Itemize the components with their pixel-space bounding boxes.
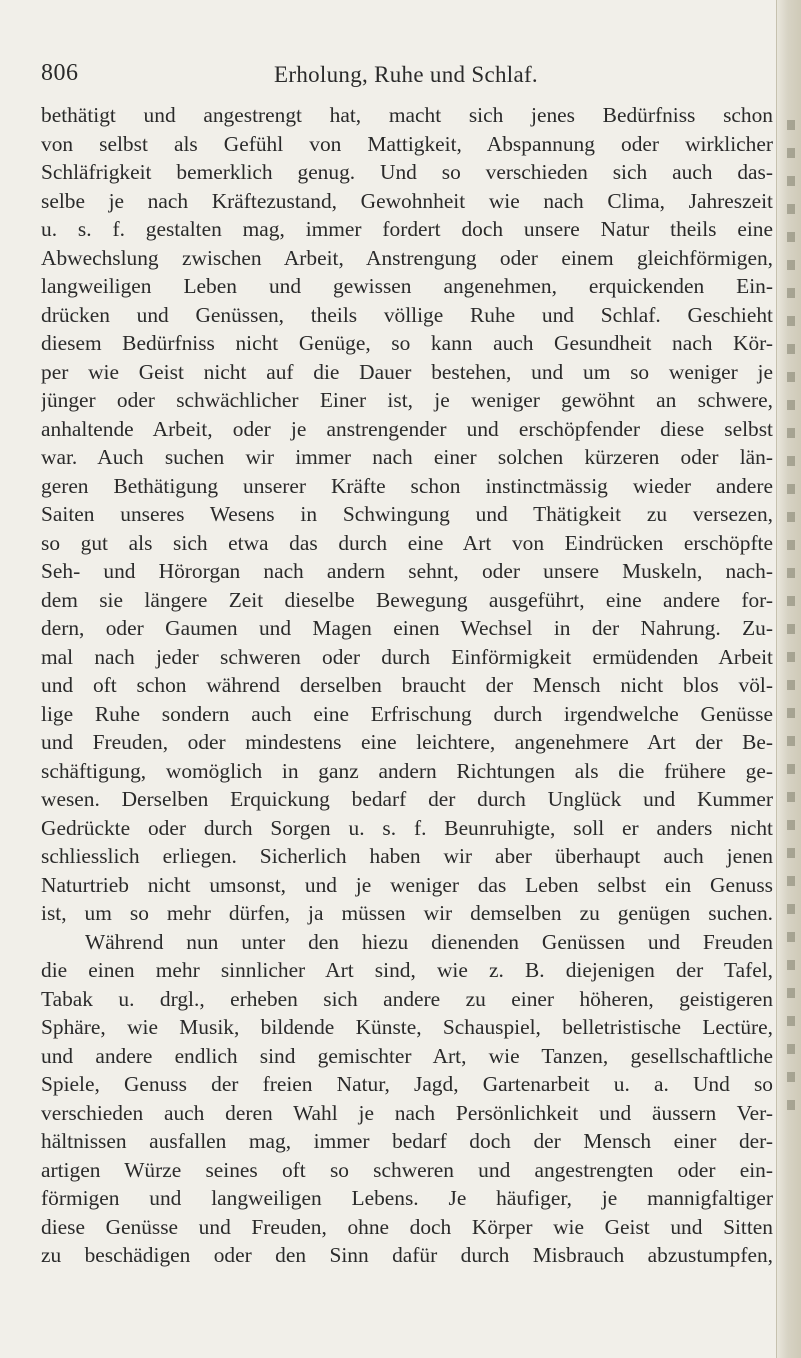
text-line: schäftigung, womöglich in ganz andern Richtungen als die frühere ge- [41,758,773,783]
text-line: lige Ruhe sondern auch eine Erfrischung durch irgendwelche Genüsse [41,701,773,726]
text-line: Seh- und Hörorgan nach andern sehnt, oder unsere Muskeln, nach- [41,559,773,583]
text-line: und andere endlich sind gemischter Art, wie Tanzen, gesellschaftliche [41,1043,773,1068]
text-line: selbe je nach Kräftezustand, Gewohnheit wie nach Clima, Jahreszeit [41,188,773,213]
page-header [41,60,771,90]
text-line: ist, um so mehr dürfen, ja müssen wir demselben zu genügen suchen. [41,901,773,925]
text-line: artigen Würze seines oft so schweren und angestrengten oder ein- [41,1157,773,1182]
body-text [41,101,773,1270]
paragraph-first-line: Während nun unter den hiezu dienenden Genüssen und Freuden [85,929,773,954]
text-line: diese Genüsse und Freuden, ohne doch Körper wie Geist und Sitten [41,1214,773,1239]
text-line: zu beschädigen oder den Sinn dafür durch Misbrauch abzustumpfen, [41,1243,773,1267]
text-line: Naturtrieb nicht umsonst, und je weniger das Leben selbst ein Genuss [41,872,773,897]
text-line: geren Bethätigung unserer Kräfte schon instinctmässig wieder andere [41,473,773,498]
text-line: und oft schon während derselben braucht der Mensch nicht blos völ- [41,673,773,697]
text-line: von selbst als Gefühl von Mattigkeit, Abspannung oder wirklicher [41,131,773,156]
text-line: Abwechslung zwischen Arbeit, Anstrengung oder einem gleichförmigen, [41,245,773,270]
text-line: so gut als sich etwa das durch eine Art von Eindrücken erschöpfte [41,530,773,555]
text-line: jünger oder schwächlicher Einer ist, je weniger gewöhnt an schwere, [41,388,773,412]
text-line: per wie Geist nicht auf die Dauer bestehen, und um so weniger je [41,359,773,384]
adjacent-page-text-marks [787,120,795,1120]
text-line: war. Auch suchen wir immer nach einer solchen kürzeren oder län- [41,445,773,469]
text-line: dern, oder Gaumen und Magen einen Wechsel in der Nahrung. Zu- [41,616,773,640]
text-line: die einen mehr sinnlicher Art sind, wie z. B. diejenigen der Tafel, [41,958,773,982]
running-head: Erholung, Ruhe und Schlaf. [274,62,538,87]
page-number: 806 [41,60,79,86]
text-line: mal nach jeder schweren oder durch Einförmigkeit ermüdenden Arbeit [41,644,773,669]
text-line: Schläfrigkeit bemerklich genug. Und so verschieden sich auch das- [41,160,773,184]
text-line: Spiele, Genuss der freien Natur, Jagd, Gartenarbeit u. a. Und so [41,1072,773,1096]
text-line: wesen. Derselben Erquickung bedarf der durch Unglück und Kummer [41,787,773,811]
text-line: diesem Bedürfniss nicht Genüge, so kann auch Gesundheit nach Kör- [41,331,773,355]
page-edge-shadow [776,0,801,1358]
text-line: Saiten unseres Wesens in Schwingung und Thätigkeit zu versezen, [41,502,773,526]
text-line: bethätigt und angestrengt hat, macht sich jenes Bedürfniss schon [41,103,773,127]
text-line: dem sie längere Zeit dieselbe Bewegung ausgeführt, eine andere for- [41,587,773,612]
text-line: Sphäre, wie Musik, bildende Künste, Schauspiel, belletristische Lectüre, [41,1015,773,1039]
text-line: und Freuden, oder mindestens eine leichtere, angenehmere Art der Be- [41,730,773,754]
text-line: verschieden auch deren Wahl je nach Persönlichkeit und äussern Ver- [41,1100,773,1125]
text-line: förmigen und langweiligen Lebens. Je häufiger, je mannigfaltiger [41,1186,773,1210]
text-line: Tabak u. drgl., erheben sich andere zu einer höheren, geistigeren [41,986,773,1011]
text-line: langweiligen Leben und gewissen angenehmen, erquickenden Ein- [41,274,773,298]
text-line: hältnissen ausfallen mag, immer bedarf doch der Mensch einer der- [41,1129,773,1153]
text-line: anhaltende Arbeit, oder je anstrengender und erschöpfender diese selbst [41,416,773,441]
text-line: schliesslich erliegen. Sicherlich haben wir aber überhaupt auch jenen [41,844,773,868]
text-line: Gedrückte oder durch Sorgen u. s. f. Beunruhigte, soll er anders nicht [41,815,773,840]
text-line: drücken und Genüssen, theils völlige Ruhe und Schlaf. Geschieht [41,302,773,327]
text-line: u. s. f. gestalten mag, immer fordert doch unsere Natur theils eine [41,217,773,241]
